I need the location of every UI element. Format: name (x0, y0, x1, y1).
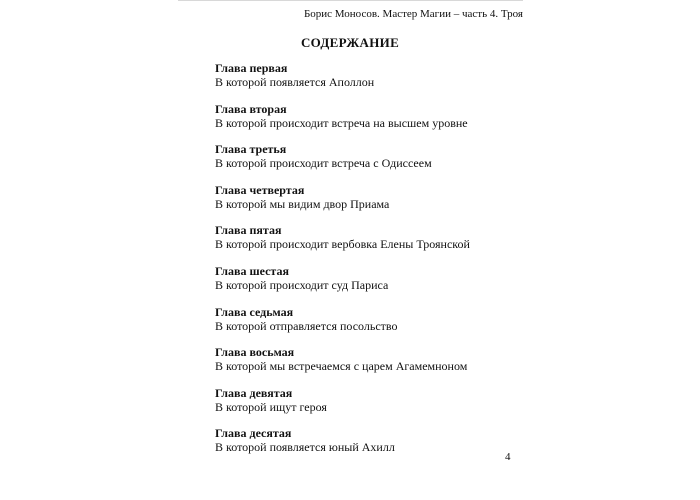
chapter-title: Глава восьмая (215, 345, 295, 360)
chapter-title: Глава девятая (215, 385, 293, 400)
chapter-description: В которой мы видим двор Приама (215, 196, 390, 211)
chapter-description: В которой происходит встреча на высшем уровне (215, 115, 468, 130)
toc-entry (215, 102, 545, 143)
chapter-description: В которой ищут героя (215, 399, 327, 414)
running-header: Борис Моносов. Мастер Магии – часть 4. Троя (303, 8, 523, 20)
toc-entry (215, 386, 545, 427)
toc-entry (215, 223, 545, 264)
chapter-title: Глава четвертая (215, 182, 305, 197)
chapter-title: Глава третья (215, 142, 287, 157)
chapter-title: Глава седьмая (215, 304, 294, 319)
top-divider (178, 0, 523, 1)
table-of-contents-title: СОДЕРЖАНИЕ (300, 35, 400, 50)
chapter-title: Глава десятая (215, 426, 292, 441)
chapter-description: В которой появляется Аполлон (215, 75, 375, 89)
chapter-title: Глава пятая (215, 223, 282, 238)
toc-entry (215, 345, 545, 386)
chapter-description: В которой происходит встреча с Одиссеем (215, 156, 432, 171)
chapter-description: В которой происходит вербовка Елены Троянской (215, 237, 470, 252)
page-number: 4 (505, 451, 511, 463)
chapter-title: Глава шестая (215, 263, 289, 278)
toc-entry (215, 61, 545, 102)
toc-entry (215, 264, 545, 305)
chapter-description: В которой отправляется посольство (215, 318, 398, 333)
toc-entry (215, 183, 545, 224)
toc-entry (215, 426, 545, 467)
chapter-description: В которой мы встречаемся с царем Агамемноном (215, 359, 468, 374)
chapter-description: В которой происходит суд Париса (215, 277, 389, 292)
chapter-title: Глава вторая (215, 101, 287, 116)
table-of-contents-list (215, 61, 545, 467)
chapter-title: Глава первая (215, 61, 288, 75)
toc-entry (215, 305, 545, 346)
toc-entry (215, 142, 545, 183)
chapter-description: В которой появляется юный Ахилл (215, 440, 395, 455)
